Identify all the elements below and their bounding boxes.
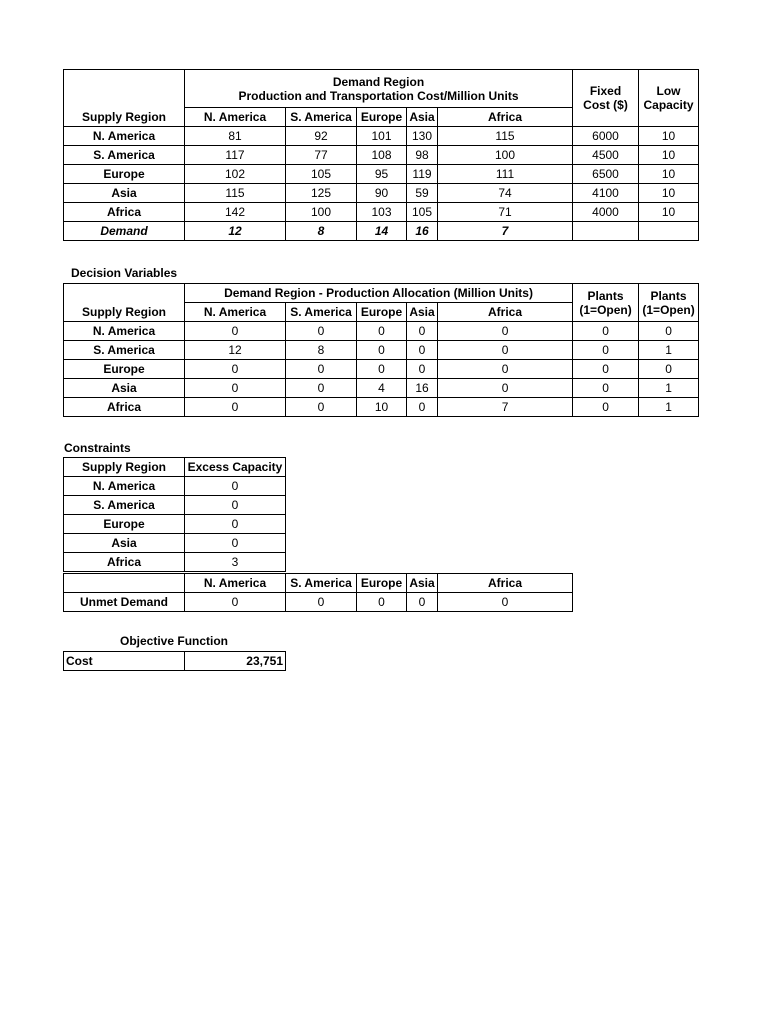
table-row (64, 496, 286, 515)
cell: 1 (639, 398, 699, 417)
cell: 0 (639, 322, 699, 341)
cell: 74 (438, 184, 573, 203)
cell: 10 (639, 203, 699, 222)
table-row (64, 203, 699, 222)
row-label: S. America (64, 341, 185, 360)
cell: 0 (286, 322, 357, 341)
cell: 0 (573, 322, 639, 341)
table-row (64, 398, 699, 417)
cell: 3 (185, 553, 286, 572)
table-row (64, 341, 699, 360)
col-header: Asia (407, 303, 438, 322)
cell: 10 (357, 398, 407, 417)
cell: 71 (438, 203, 573, 222)
cell: 1 (639, 341, 699, 360)
cell: 105 (407, 203, 438, 222)
cost-label: Cost (64, 652, 185, 671)
cell: 81 (185, 127, 286, 146)
table-row (64, 165, 699, 184)
cell: 0 (357, 322, 407, 341)
cell: 4500 (573, 146, 639, 165)
row-label: S. America (64, 496, 185, 515)
table-row (64, 652, 286, 671)
cell: 0 (185, 360, 286, 379)
col-header: Africa (438, 303, 573, 322)
excess-capacity-header: Excess Capacity (185, 458, 286, 477)
cell: 0 (357, 360, 407, 379)
cell: 16 (407, 222, 438, 241)
cell: 10 (639, 146, 699, 165)
table-row (64, 593, 573, 612)
cell: 101 (357, 127, 407, 146)
cell: 12 (185, 341, 286, 360)
cell: 92 (286, 127, 357, 146)
row-label: Europe (64, 360, 185, 379)
cell: 12 (185, 222, 286, 241)
table-row (64, 360, 699, 379)
col-header: Africa (438, 108, 573, 127)
cell: 0 (407, 322, 438, 341)
row-label: Asia (64, 184, 185, 203)
col-header: N. America (185, 574, 286, 593)
blank-cell (64, 284, 185, 303)
cell: 4000 (573, 203, 639, 222)
cell: 0 (573, 379, 639, 398)
objective-table (63, 651, 286, 671)
cell: 0 (286, 379, 357, 398)
plants-header: Plants (1=Open) (573, 284, 639, 322)
constraints-section-label: Constraints (64, 441, 131, 455)
blank-cell (64, 70, 185, 108)
cell: 0 (573, 341, 639, 360)
cell: 0 (438, 322, 573, 341)
cell: 4 (357, 379, 407, 398)
row-label: N. America (64, 322, 185, 341)
cell: 77 (286, 146, 357, 165)
supply-region-header: Supply Region (64, 458, 185, 477)
row-label: N. America (64, 127, 185, 146)
cell: 130 (407, 127, 438, 146)
cell: 0 (407, 360, 438, 379)
cell: 8 (286, 341, 357, 360)
cell: 0 (185, 593, 286, 612)
cell: 10 (639, 127, 699, 146)
table-row (64, 477, 286, 496)
table-row (64, 184, 699, 203)
cost-subtitle: Production and Transportation Cost/Million Units (238, 88, 519, 103)
row-label: Asia (64, 379, 185, 398)
cell: 0 (438, 593, 573, 612)
cell: 1 (639, 379, 699, 398)
cell: 0 (185, 398, 286, 417)
cell: 108 (357, 146, 407, 165)
cell: 95 (357, 165, 407, 184)
constraints-table (63, 457, 286, 572)
col-header: Asia (407, 574, 438, 593)
row-label: Europe (64, 515, 185, 534)
cell (573, 222, 639, 241)
cell: 0 (185, 534, 286, 553)
unmet-demand-table (63, 573, 573, 612)
cell: 90 (357, 184, 407, 203)
table-row (64, 379, 699, 398)
col-header: S. America (286, 574, 357, 593)
unmet-demand-label: Unmet Demand (64, 593, 185, 612)
cost-value: 23,751 (185, 652, 286, 671)
row-label: S. America (64, 146, 185, 165)
cell: 98 (407, 146, 438, 165)
cell: 10 (639, 184, 699, 203)
cell: 0 (185, 515, 286, 534)
cell: 119 (407, 165, 438, 184)
cell: 100 (286, 203, 357, 222)
cell: 103 (357, 203, 407, 222)
decision-header: Demand Region - Production Allocation (Million Units) (185, 284, 573, 303)
table-row (64, 127, 699, 146)
cell: 0 (573, 398, 639, 417)
row-label: Asia (64, 534, 185, 553)
col-header: Europe (357, 303, 407, 322)
col-header: N. America (185, 108, 286, 127)
cell: 115 (185, 184, 286, 203)
objective-section-label: Objective Function (120, 634, 229, 648)
plants-header: Plants (1=Open) (639, 284, 699, 322)
col-header: Europe (357, 108, 407, 127)
cell: 0 (573, 360, 639, 379)
cell: 0 (357, 341, 407, 360)
cell: 0 (407, 398, 438, 417)
row-label: Africa (64, 553, 185, 572)
row-label: N. America (64, 477, 185, 496)
col-header: N. America (185, 303, 286, 322)
demand-label: Demand (64, 222, 185, 241)
row-label: Africa (64, 398, 185, 417)
blank-cell (64, 574, 185, 593)
supply-region-header: Supply Region (64, 303, 185, 322)
cell: 4100 (573, 184, 639, 203)
row-label: Africa (64, 203, 185, 222)
cell: 0 (286, 398, 357, 417)
cell: 6000 (573, 127, 639, 146)
cell: 8 (286, 222, 357, 241)
cell: 0 (438, 360, 573, 379)
col-header: S. America (286, 108, 357, 127)
col-header: Africa (438, 574, 573, 593)
cell: 0 (357, 593, 407, 612)
cell: 0 (185, 477, 286, 496)
col-header: Europe (357, 574, 407, 593)
cell: 100 (438, 146, 573, 165)
cell: 0 (407, 593, 438, 612)
cell: 6500 (573, 165, 639, 184)
cell: 0 (438, 379, 573, 398)
cell: 10 (639, 165, 699, 184)
cost-header (185, 70, 573, 108)
demand-row (64, 222, 699, 241)
cell: 59 (407, 184, 438, 203)
table-row (64, 553, 286, 572)
cell: 16 (407, 379, 438, 398)
cell: 0 (438, 341, 573, 360)
cell: 111 (438, 165, 573, 184)
capacity-header: Low Capacity (639, 70, 699, 127)
cell: 0 (639, 360, 699, 379)
col-header: Asia (407, 108, 438, 127)
cell: 125 (286, 184, 357, 203)
table-row (64, 322, 699, 341)
cell: 0 (286, 360, 357, 379)
cell: 117 (185, 146, 286, 165)
table-row (64, 534, 286, 553)
table-row (64, 146, 699, 165)
decision-table (63, 283, 699, 417)
row-label: Europe (64, 165, 185, 184)
table-row (64, 515, 286, 534)
supply-region-header: Supply Region (64, 108, 185, 127)
fixed-cost-header: Fixed Cost ($) (573, 70, 639, 127)
cell: 0 (185, 496, 286, 515)
col-header: S. America (286, 303, 357, 322)
cell: 0 (286, 593, 357, 612)
cell: 0 (185, 379, 286, 398)
cell: 115 (438, 127, 573, 146)
cost-table (63, 69, 699, 241)
cell: 105 (286, 165, 357, 184)
cell: 0 (407, 341, 438, 360)
cell: 7 (438, 398, 573, 417)
decision-section-label: Decision Variables (71, 266, 178, 280)
cell: 142 (185, 203, 286, 222)
demand-region-title: Demand Region (332, 74, 425, 89)
cell: 14 (357, 222, 407, 241)
cell: 102 (185, 165, 286, 184)
cell: 0 (185, 322, 286, 341)
cell: 7 (438, 222, 573, 241)
cell (639, 222, 699, 241)
